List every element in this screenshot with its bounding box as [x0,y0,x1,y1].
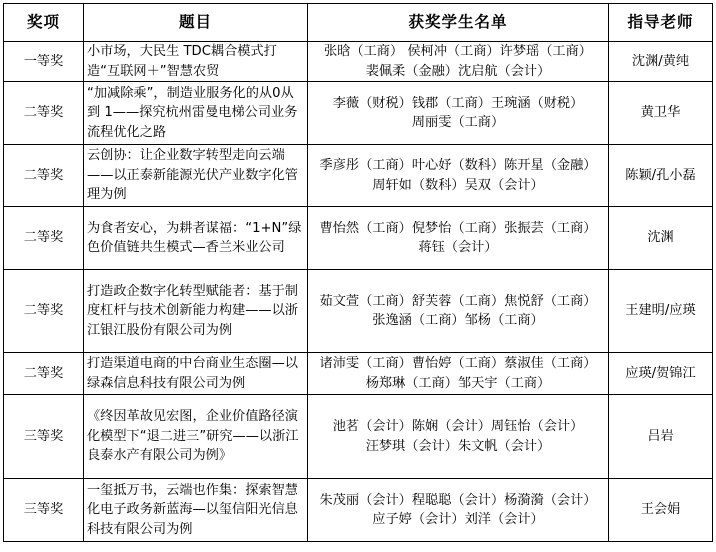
advisor: 吕岩 [609,395,713,479]
project-title: “加减除乘”，制造业服务化的从0从到 1——探究杭州雷曼电梯公司业务流程优化之路 [84,82,308,145]
student-line: 朱茂丽（会计）程聪聪（会计）杨漪漪（会计） [319,492,597,508]
award-level: 二等奖 [4,207,84,270]
student-list [308,270,609,353]
student-line: 张晗（工商） 侯柯冲（工商）许梦瑶（工商） [324,44,592,59]
student-list [308,395,609,479]
award-level: 二等奖 [4,82,84,145]
table-row [4,42,713,82]
award-level: 二等奖 [4,145,84,207]
student-line: 蒋钰（会计） [418,240,498,255]
student-line: 裴佩柔（金融）沈启航（会计） [365,63,551,79]
student-list [308,42,609,82]
student-line: 曹怡然（工商）倪梦怡（工商）张振芸（工商） [319,220,597,236]
advisor: 沈渊/黄纯 [609,42,713,82]
student-line: 周轩如（数科）吴双（会计） [372,177,544,193]
student-list [308,479,609,542]
table-row [4,207,713,270]
table-row [4,270,713,353]
project-title: 为食者安心，为耕者谋福：“1+N”绿色价值链共生模式—香兰米业公司 [84,207,308,270]
student-line: 张逸涵（工商）邹杨（工商） [372,313,544,328]
advisor: 沈渊 [609,207,713,270]
student-line: 池茗（会计）陈娴（会计）周钰怡（会计） [332,419,584,434]
project-title: 一玺抵万书，云端也作集：探索智慧化电子政务新蓝海—以玺信阳光信息科技有限公司为例 [84,479,308,542]
award-level: 二等奖 [4,353,84,395]
advisor: 黄卫华 [609,82,713,145]
student-line: 季彦彤（工商）叶心妤（数科）陈开星（金融） [319,158,597,173]
student-list [308,353,609,395]
header-level: 奖项 [4,4,84,42]
table-row [4,145,713,207]
award-level: 一等奖 [4,42,84,82]
student-line: 杨郑琳（工商）邹天宇（工商） [365,375,551,391]
advisor: 陈颖/孔小磊 [609,145,713,207]
project-title: 《终因革故见宏图，企业价值路径演化模型下“退二进三”研究——以浙江良泰水产有限公司为例》 [84,395,308,479]
table-row [4,395,713,479]
student-list [308,82,609,145]
award-level: 二等奖 [4,270,84,353]
advisor: 应瑛/贺锦江 [609,353,713,395]
student-list [308,145,609,207]
advisor: 王会娟 [609,479,713,542]
advisor: 王建明/应瑛 [609,270,713,353]
student-line: 汪梦琪（会计）朱文帆（会计） [365,438,551,454]
project-title: 打造政企数字化转型赋能者：基于制度杠杆与技术创新能力构建——以浙江银江股份有限公司为例 [84,270,308,353]
student-list [308,207,609,270]
student-line: 李薇（财税）钱郡（工商）王琬涵（财税） [332,95,584,111]
student-line: 应子婷（会计）刘洋（会计） [372,512,544,527]
table-row [4,479,713,542]
header-teacher: 指导老师 [609,4,713,42]
table-row [4,82,713,145]
student-line: 周丽雯（工商） [411,115,505,130]
student-line: 诸沛雯（工商）曹怡婷（工商）蔡淑佳（工商） [319,356,597,371]
awards-table [3,3,713,542]
project-title: 打造渠道电商的中台商业生态圈—以绿森信息科技有限公司为例 [84,353,308,395]
header-title: 题目 [84,4,308,42]
project-title: 小市场，大民生 TDC耦合模式打造“互联网＋”智慧农贸 [84,42,308,82]
header-students: 获奖学生名单 [308,4,609,42]
award-level: 三等奖 [4,395,84,479]
project-title: 云创协：让企业数字转型走向云端——以正泰新能源光伏产业数字化管理为例 [84,145,308,207]
table-row [4,353,713,395]
student-line: 茹文萱（工商）舒芙蓉（工商）焦悦舒（工商） [319,293,597,309]
header-row [4,4,713,42]
award-level: 三等奖 [4,479,84,542]
